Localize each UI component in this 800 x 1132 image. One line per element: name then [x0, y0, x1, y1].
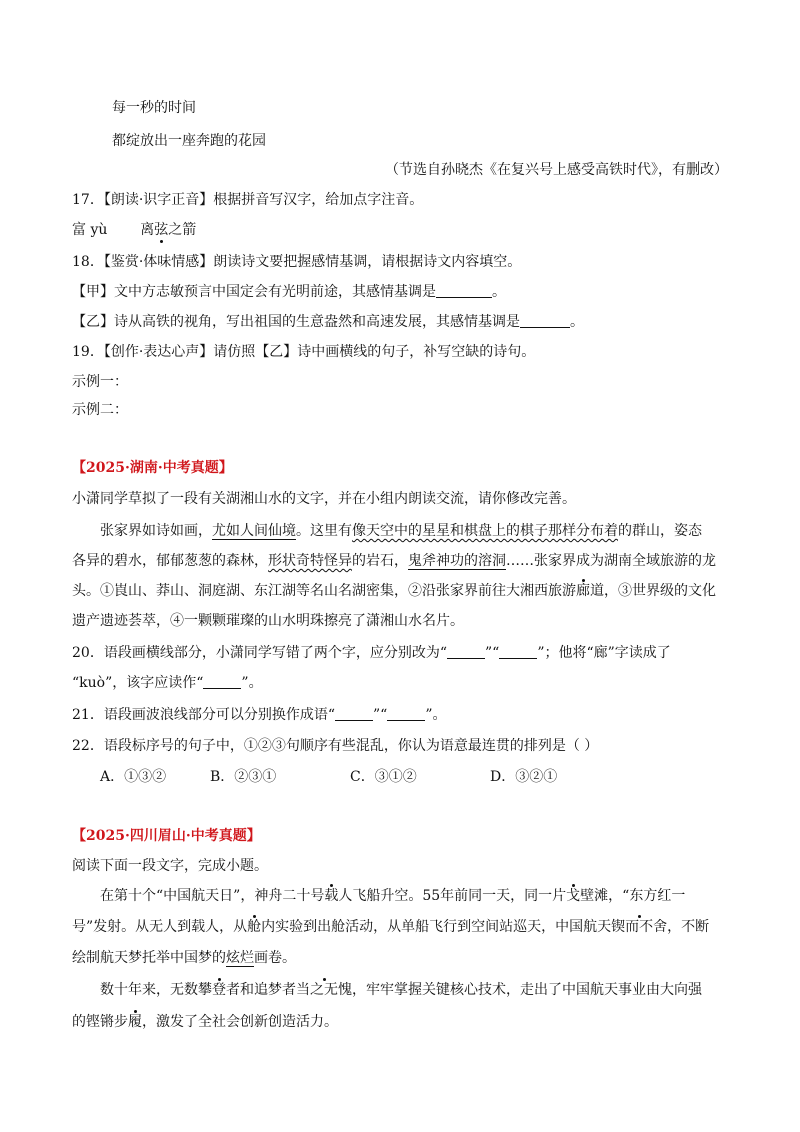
text: ，不断 [667, 919, 710, 935]
dotted-char: 廊 [576, 583, 590, 599]
passage-line [100, 886, 685, 906]
passage-line [72, 917, 709, 937]
question-number: 19． [72, 344, 104, 360]
punct: 。 [570, 314, 584, 330]
item-pinyin: yù [90, 222, 108, 238]
example-1: 示例一： [72, 374, 128, 390]
item-char: 离 [140, 222, 155, 238]
question-20-line2 [72, 673, 263, 693]
dotted-char: 戈 [566, 888, 581, 904]
question-tag: 【创作·表达心声】 [103, 344, 214, 360]
passage-line [100, 980, 702, 1000]
text: 语段画横线部分，小潇同学写错了两个字，应分别改为“ [103, 645, 447, 661]
text: 语段画波浪线部分可以分别换作成语“ [103, 707, 335, 723]
text: 画卷。 [254, 950, 296, 966]
question-tag: 【朗读·识字正音】 [103, 192, 214, 208]
text: ”。 [241, 675, 263, 691]
sub-tag: 【甲】 [72, 284, 114, 300]
underlined-text: 鬼斧神功的溶洞 [408, 553, 506, 569]
dotted-char: 舱 [247, 919, 262, 935]
question-18-jia [72, 282, 506, 302]
text: 壁滩，“东方红一 [580, 888, 686, 904]
dotted-char: 履 [128, 1014, 142, 1030]
poem-line: 都绽放出一座奔跑的花园 [112, 133, 266, 149]
text: 各异的碧水，郁郁葱葱的森林， [72, 553, 268, 569]
text: ”“ [484, 645, 500, 661]
answer-blank[interactable] [499, 644, 537, 659]
text: 绘制航天梦托举中国梦的 [72, 950, 226, 966]
item-char: 之箭 [168, 222, 197, 238]
question-tag: 【鉴赏·体味情感】 [103, 254, 214, 270]
answer-blank[interactable] [203, 674, 241, 689]
question-number: 22． [72, 738, 104, 754]
question-number: 21． [72, 707, 104, 723]
section-intro: 阅读下面一段文字，完成小题。 [72, 858, 268, 874]
section-heading-hunan: 【2025·湖南·中考真题】 [72, 460, 233, 476]
passage-line [72, 551, 716, 571]
poem-line: 每一秒的时间 [112, 100, 196, 116]
text: “kuò”，该字应读作“ [72, 675, 204, 691]
passage-line [72, 948, 296, 968]
wavy-text: 像天空中的星星和棋盘上的棋子那样分布着 [352, 523, 618, 539]
dotted-char: 载 [324, 888, 339, 904]
sub-tag: 【乙】 [72, 314, 114, 330]
text: 在第十个“中国航天日”，神舟二十号 [100, 888, 325, 904]
text: 张家界如诗如画， [100, 523, 212, 539]
answer-blank[interactable] [436, 283, 492, 298]
question-text: 请仿照【乙】诗中画横线的句子，补写空缺的诗句。 [213, 344, 536, 360]
section-heading-sichuan: 【2025·四川眉山·中考真题】 [72, 828, 261, 844]
question-text: 根据拼音写汉字，给加点字注音。 [213, 192, 424, 208]
dotted-phrase: 锲而不舍 [611, 919, 668, 935]
question-19 [72, 342, 535, 362]
answer-blank[interactable] [447, 644, 485, 659]
question-17-items [72, 220, 196, 240]
text: ，牢牢掌握关键核心技术，走出了中国航天事业由大向强 [352, 982, 702, 998]
passage-line: 遗产遗迹荟萃，④一颗颗璀璨的山水明珠擦亮了潇湘山水名片。 [72, 613, 464, 629]
passage-line [72, 581, 716, 601]
example-2: 示例二： [72, 402, 128, 418]
question-21 [72, 705, 446, 725]
text: ……张家界成为湖南全域旅游的龙 [506, 553, 716, 569]
dotted-char: 登 [212, 982, 226, 998]
answer-blank[interactable] [335, 706, 373, 721]
text: 。这里有 [296, 523, 352, 539]
text: ”“ [372, 707, 388, 723]
question-text: 朗读诗文要把握感情基调，请根据诗文内容填空。 [213, 254, 522, 270]
underlined-text: 炫烂 [226, 950, 254, 966]
question-18 [72, 252, 521, 272]
text: 号”发射。从无人到载人，从 [72, 919, 248, 935]
text: 道，③世界级的文化 [590, 583, 716, 599]
passage-line [72, 1012, 338, 1032]
question-22-options [100, 767, 590, 787]
text: 头。①崀山、莽山、洞庭湖、东江湖等名山名湖密集，②沿张家界前往大湘西旅游 [72, 583, 576, 599]
sub-text: 文中方志敏预言中国定会有光明前途，其感情基调是 [114, 284, 436, 300]
punct: 。 [492, 284, 506, 300]
option-b[interactable]: B．②③① [210, 769, 277, 785]
sub-text: 诗从高铁的视角，写出祖国的生意盎然和高速发展，其感情基调是 [114, 314, 520, 330]
text: 数十年来，无数攀 [100, 982, 212, 998]
text: ，激发了全社会创新创造活力。 [142, 1014, 338, 1030]
poem-source: （节选自孙晓杰《在复兴号上感受高铁时代》，有删改） [385, 162, 728, 178]
passage-line [100, 521, 702, 541]
option-c[interactable]: C．③①② [350, 769, 417, 785]
answer-blank[interactable] [387, 706, 425, 721]
section-intro: 小潇同学草拟了一段有关湖湘山水的文字，并在小组内朗读交流，请你修改完善。 [72, 491, 576, 507]
question-number: 17． [72, 192, 104, 208]
question-17 [72, 190, 423, 210]
text: 内实验到出舱活动，从单船飞行到空间站巡天，中国航天 [261, 919, 612, 935]
text: 语段标序号的句子中，①②③句顺序有些混乱，你认为语意最连贯的排列是（ ） [103, 738, 599, 754]
text: 的铿锵步 [72, 1014, 128, 1030]
text: ”。 [425, 707, 447, 723]
option-d[interactable]: D．③②① [490, 769, 558, 785]
item-char: 富 [72, 222, 86, 238]
question-number: 18． [72, 254, 104, 270]
text: 人飞船升空。55年前同一天，同一片 [338, 888, 567, 904]
text: 的群山，姿态 [618, 523, 702, 539]
question-18-yi [72, 312, 584, 332]
answer-blank[interactable] [520, 313, 570, 328]
text: 的岩石， [352, 553, 408, 569]
question-number: 20． [72, 645, 104, 661]
question-22 [72, 736, 598, 756]
option-a[interactable]: A．①③② [100, 769, 167, 785]
dotted-char: 弦 [154, 222, 169, 238]
text: ”；他将“廊”字读成了 [537, 645, 671, 661]
text: 者和追梦者 [226, 982, 296, 998]
underlined-text: 尤如人间仙境 [212, 523, 296, 539]
wavy-text: 形状奇特怪异 [268, 553, 352, 569]
dotted-phrase: 当之无愧 [296, 982, 352, 998]
question-20 [72, 643, 671, 663]
